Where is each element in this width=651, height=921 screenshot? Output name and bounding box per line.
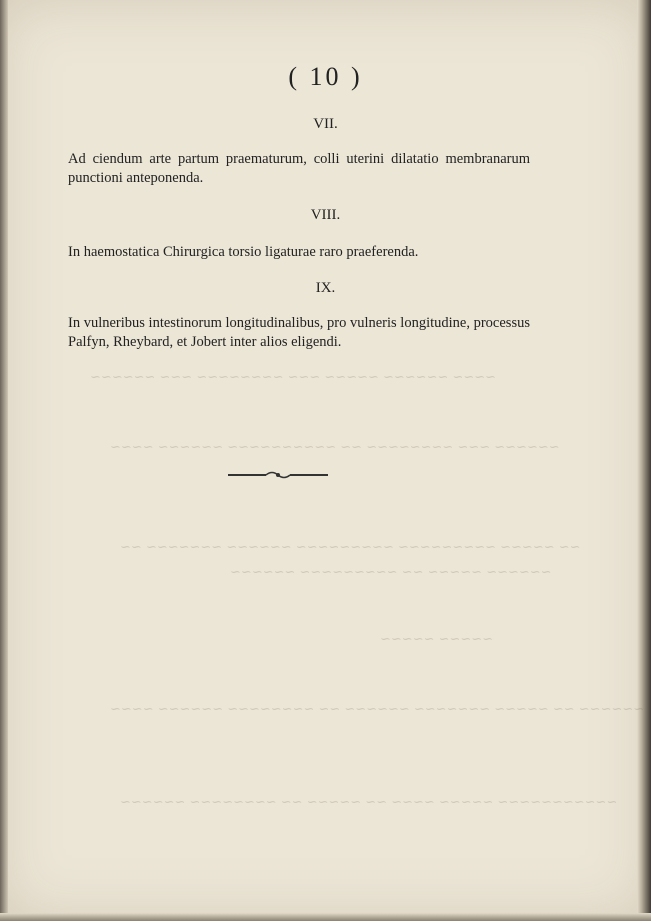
bleed-through-texture: ~~~~~~ ~~~~~ ~~ ~~~~~~~~~ ~~~~~~: [230, 565, 552, 580]
thesis-numeral: VIII.: [310, 207, 341, 223]
bleed-through-texture: ~~~~~~~~~~~ ~~~~~ ~~~~ ~~ ~~~~~ ~~ ~~~~~~~~ ~~~~~~: [120, 795, 618, 810]
thesis-text: In vulneribus intestinorum longitudinalibus, pro vulneris longitudine, processus Palfyn, Rheybard, et Jobert inter alios eligendi.: [68, 315, 530, 350]
bleed-through-texture: ~~~~~~ ~~ ~~~~~ ~~~~~~~ ~~~~~~ ~~ ~~~~~~~~ ~~~~~~ ~~~~: [110, 702, 645, 717]
bleed-through-texture: ~~~~ ~~~~~~ ~~~~~ ~~~ ~~~~~~~~ ~~~ ~~~~~~: [90, 370, 497, 385]
thesis-numeral: VII.: [313, 116, 338, 132]
ornament-rule: [228, 468, 328, 482]
bleed-through-texture: ~~~~~ ~~~~~: [380, 632, 494, 647]
bleed-through-texture: ~~~~~~ ~~~ ~~~~~~~~ ~~ ~~~~~~~~~~ ~~~~~~ ~~~~: [110, 440, 560, 455]
thesis-text: Ad ciendum arte partum praematurum, colli uterini dilatatio membranarum punctioni anteponenda.: [68, 151, 530, 186]
bleed-through-texture: ~~ ~~~~~ ~~~~~~~~~ ~~~~~~~~~ ~~~~~~ ~~~~~~~ ~~: [120, 540, 581, 555]
thesis-text: In haemostatica Chirurgica torsio ligaturae raro praeferenda.: [68, 244, 419, 260]
thesis-numeral: IX.: [315, 280, 336, 296]
page-bottom-edge: [0, 913, 651, 921]
page-left-edge: [0, 0, 8, 921]
page-right-edge: [637, 0, 651, 921]
page-number: ( 10 ): [288, 62, 363, 91]
